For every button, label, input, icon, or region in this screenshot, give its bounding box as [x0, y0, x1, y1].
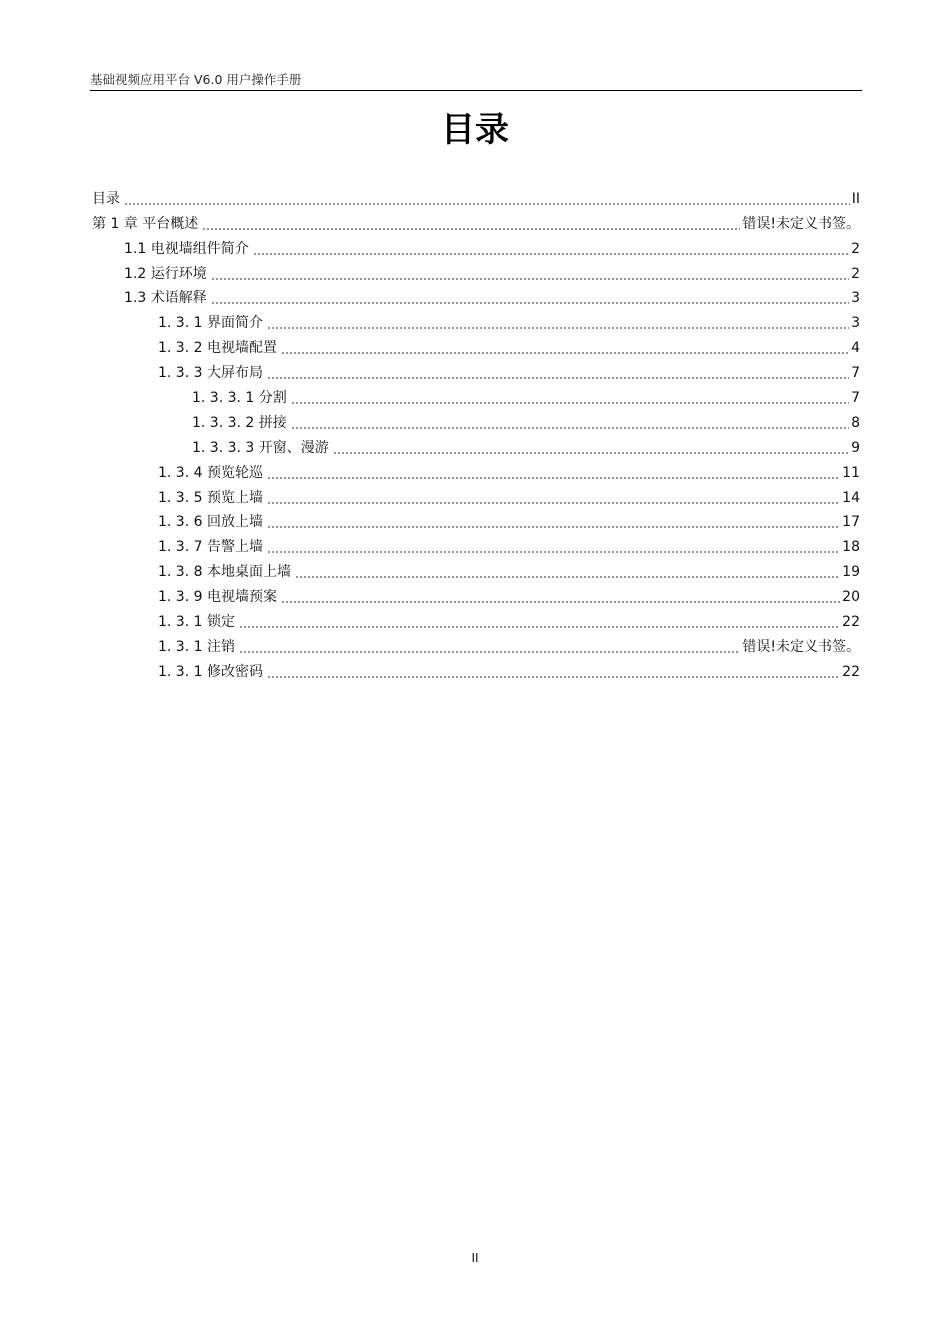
toc-dot-leader	[333, 452, 849, 454]
toc-entry-page: 7	[851, 365, 860, 382]
toc-entry-page: 22	[842, 614, 860, 631]
toc-entry[interactable]	[92, 283, 860, 308]
toc-entry-page: 2	[851, 265, 860, 282]
toc-entry-page: 22	[842, 663, 860, 680]
toc-entry[interactable]	[92, 332, 860, 357]
toc-dot-leader	[239, 651, 740, 653]
toc-entry-page: 14	[842, 489, 860, 506]
toc-entry-label: 1. 3. 9 电视墙预案	[158, 589, 277, 606]
toc-dot-leader	[267, 327, 849, 329]
toc-entry-label: 1. 3. 1 修改密码	[158, 663, 263, 680]
toc-dot-leader	[211, 302, 849, 304]
toc-dot-leader	[267, 502, 840, 504]
toc-entry-page: 7	[851, 390, 860, 407]
toc-entry[interactable]	[92, 208, 860, 233]
table-of-contents	[92, 183, 860, 681]
toc-dot-leader	[281, 601, 840, 603]
toc-entry[interactable]	[92, 606, 860, 631]
toc-entry-page: 2	[851, 240, 860, 257]
toc-entry[interactable]	[92, 531, 860, 556]
toc-dot-leader	[239, 626, 840, 628]
footer-page-number: II	[471, 1251, 479, 1265]
page-footer	[0, 1250, 950, 1266]
toc-dot-leader	[291, 402, 849, 404]
toc-entry[interactable]	[92, 258, 860, 283]
toc-entry-label: 1. 3. 3. 3 开窗、漫游	[192, 439, 329, 456]
toc-dot-leader	[267, 526, 840, 528]
toc-dot-leader	[202, 228, 740, 230]
toc-entry-page: 3	[851, 315, 860, 332]
toc-entry[interactable]	[92, 507, 860, 532]
toc-dot-leader	[124, 203, 850, 205]
toc-entry[interactable]	[92, 357, 860, 382]
toc-entry[interactable]	[92, 183, 860, 208]
toc-dot-leader	[267, 676, 840, 678]
toc-entry-page: 19	[842, 564, 860, 581]
toc-dot-leader	[267, 551, 840, 553]
toc-entry-label: 1. 3. 7 告警上墙	[158, 539, 263, 556]
toc-dot-leader	[253, 253, 849, 255]
toc-entry-label: 1. 3. 2 电视墙配置	[158, 340, 277, 357]
toc-entry-label: 1. 3. 5 预览上墙	[158, 489, 263, 506]
toc-entry[interactable]	[92, 482, 860, 507]
toc-entry-page: 错误!未定义书签。	[742, 215, 860, 232]
toc-entry-label: 1.3 术语解释	[124, 290, 207, 307]
toc-entry[interactable]	[92, 581, 860, 606]
toc-entry-label: 1. 3. 1 界面简介	[158, 315, 263, 332]
toc-entry-page: 错误!未定义书签。	[742, 638, 860, 655]
toc-entry-label: 1. 3. 6 回放上墙	[158, 514, 263, 531]
toc-entry-label: 1.2 运行环境	[124, 265, 207, 282]
toc-entry-page: 11	[842, 464, 860, 481]
toc-dot-leader	[281, 352, 849, 354]
toc-entry-page: 3	[851, 290, 860, 307]
toc-entry[interactable]	[92, 382, 860, 407]
toc-dot-leader	[291, 427, 849, 429]
toc-entry-label: 1. 3. 4 预览轮巡	[158, 464, 263, 481]
toc-entry-page: II	[851, 190, 860, 207]
toc-entry-label: 目录	[92, 190, 120, 207]
toc-entry-label: 1. 3. 3. 2 拼接	[192, 414, 287, 431]
toc-entry[interactable]	[92, 407, 860, 432]
toc-entry-label: 第 1 章 平台概述	[92, 215, 199, 232]
toc-entry-label: 1.1 电视墙组件简介	[124, 240, 249, 257]
toc-entry[interactable]	[92, 631, 860, 656]
toc-entry[interactable]	[92, 457, 860, 482]
toc-entry-label: 1. 3. 3 大屏布局	[158, 365, 263, 382]
toc-dot-leader	[267, 377, 849, 379]
toc-entry[interactable]	[92, 432, 860, 457]
toc-entry[interactable]	[92, 233, 860, 258]
toc-entry-page: 20	[842, 589, 860, 606]
toc-entry-page: 4	[851, 340, 860, 357]
toc-entry-page: 17	[842, 514, 860, 531]
toc-entry-page: 18	[842, 539, 860, 556]
toc-dot-leader	[267, 477, 840, 479]
toc-dot-leader	[295, 576, 840, 578]
toc-entry-label: 1. 3. 1 注销	[158, 638, 235, 655]
toc-entry[interactable]	[92, 556, 860, 581]
toc-dot-leader	[211, 278, 849, 280]
toc-entry-label: 1. 3. 8 本地桌面上墙	[158, 564, 291, 581]
toc-entry[interactable]	[92, 307, 860, 332]
toc-entry-page: 8	[851, 414, 860, 431]
toc-entry-page: 9	[851, 439, 860, 456]
toc-entry-label: 1. 3. 3. 1 分割	[192, 390, 287, 407]
toc-entry-label: 1. 3. 1 锁定	[158, 614, 235, 631]
toc-entry[interactable]	[92, 656, 860, 681]
page-title: 目录	[441, 110, 509, 150]
page-header	[90, 71, 862, 91]
header-title: 基础视频应用平台 V6.0 用户操作手册	[90, 72, 302, 87]
